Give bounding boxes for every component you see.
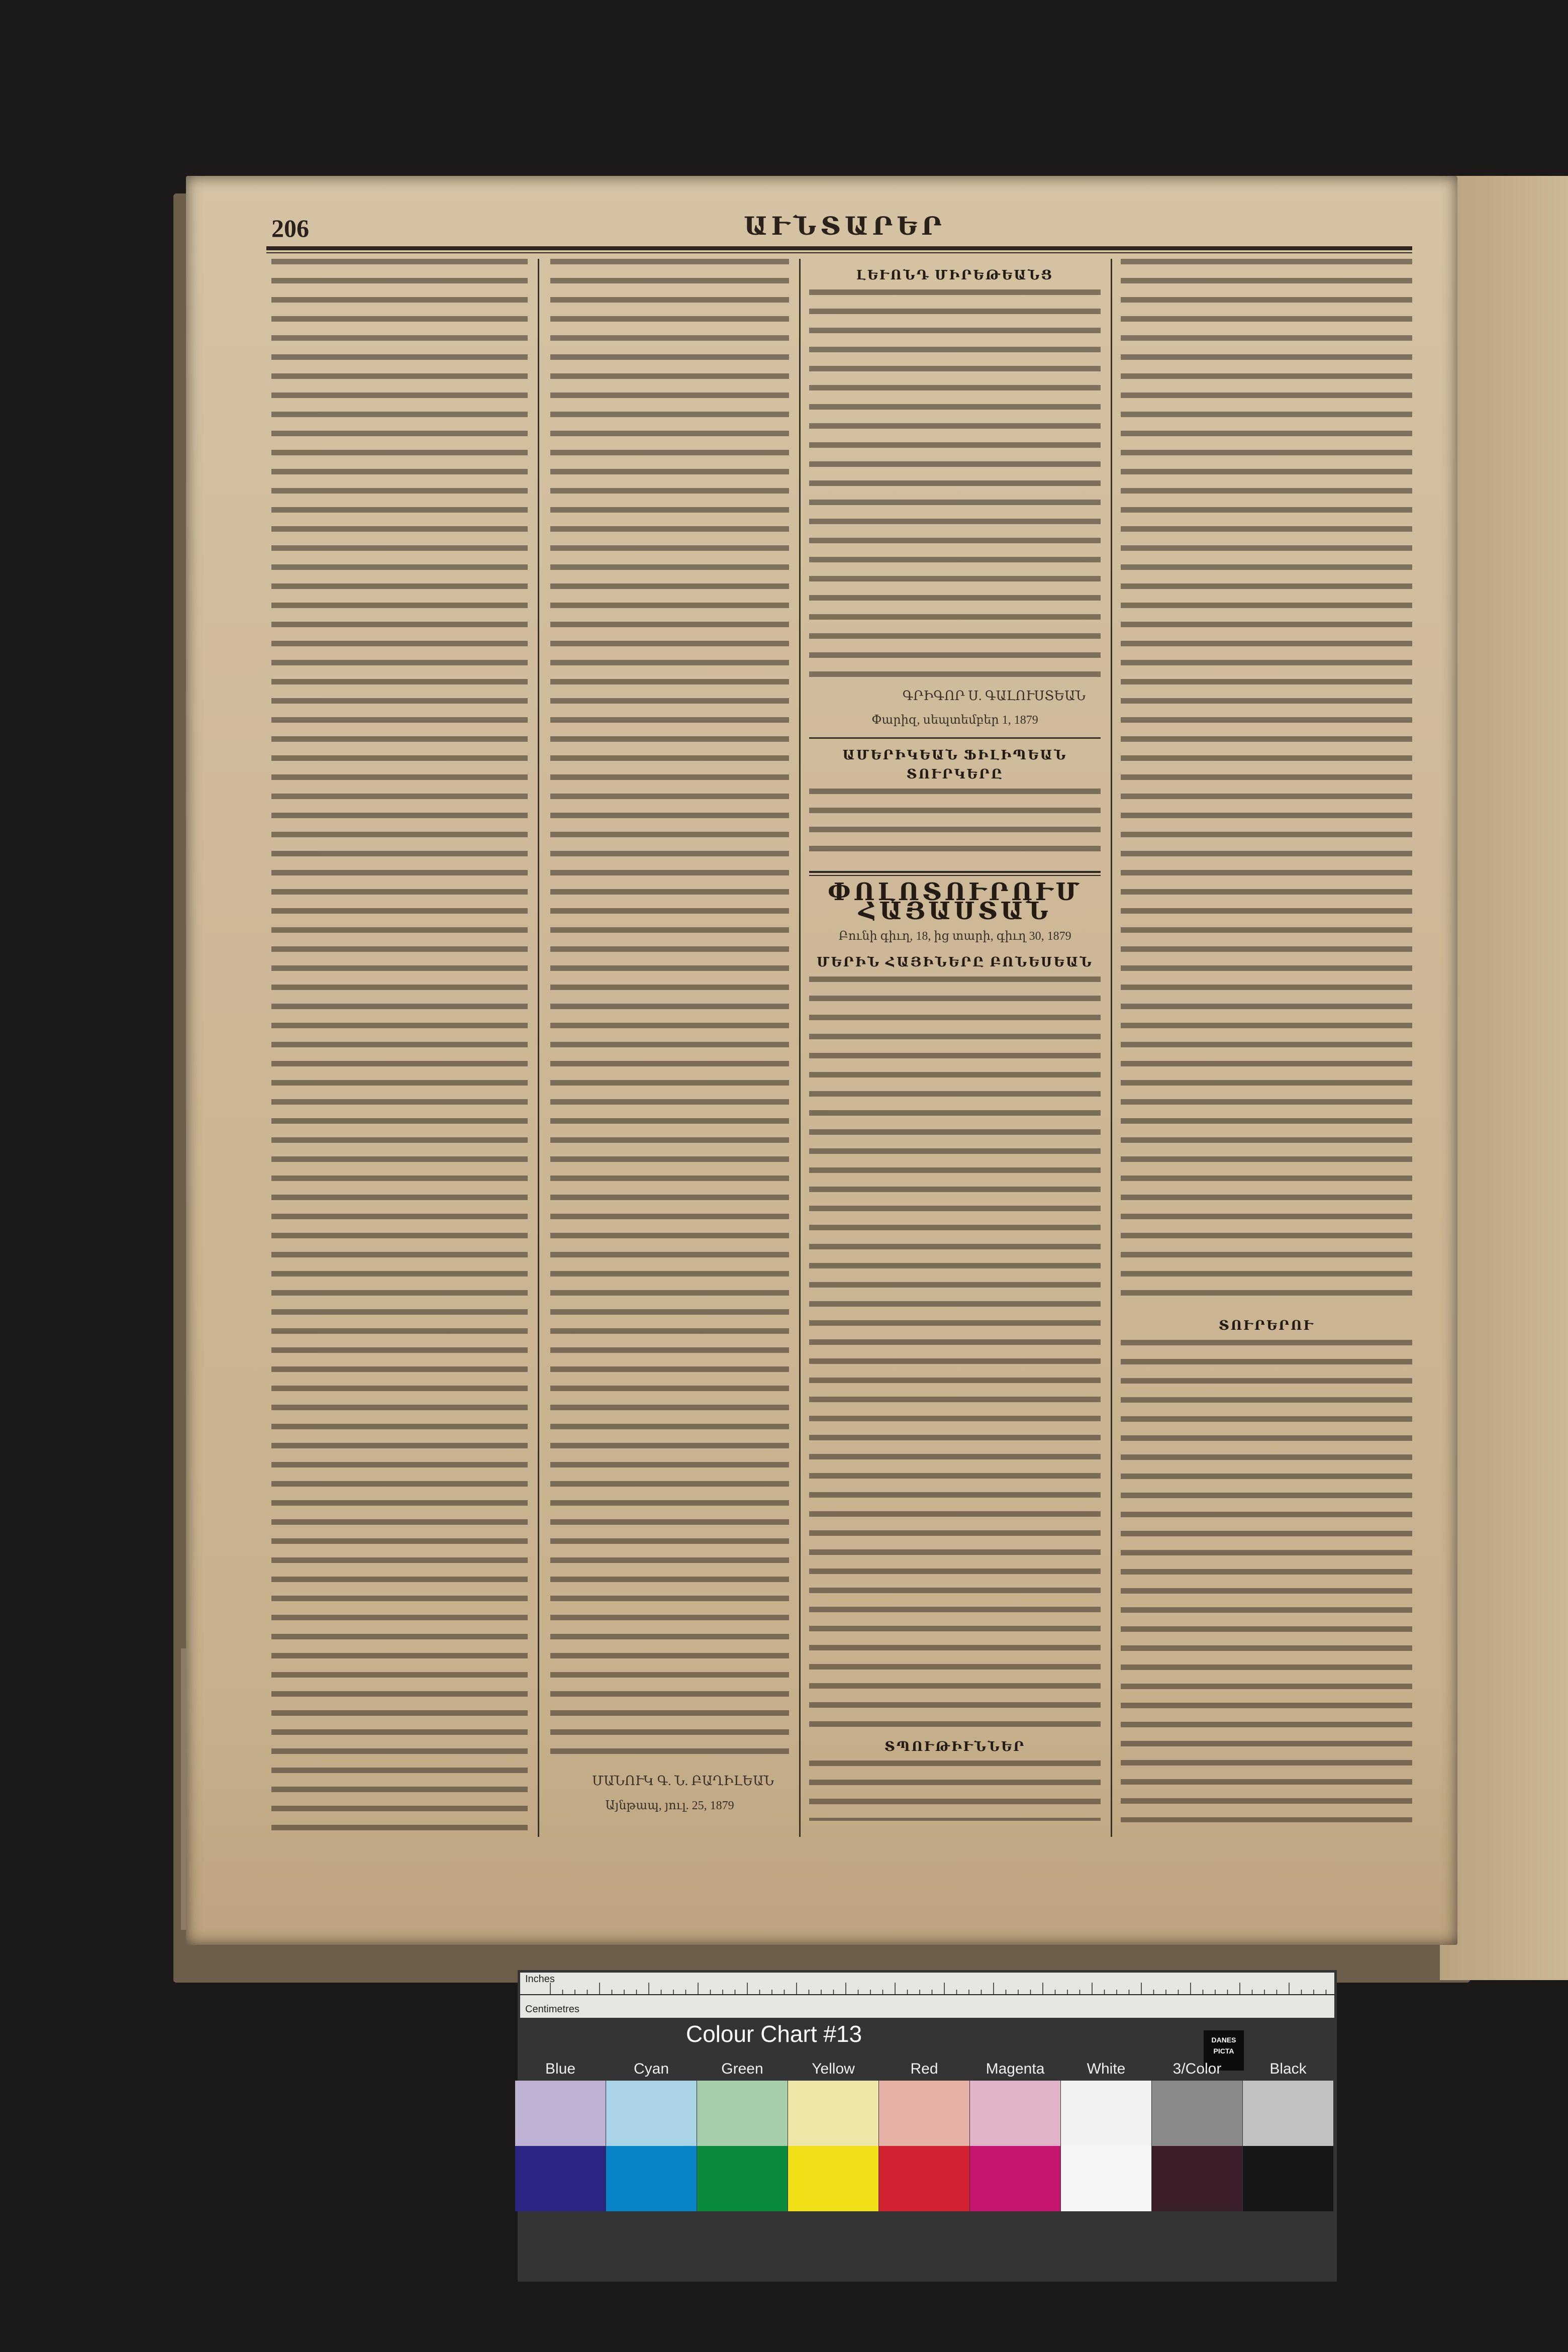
swatch-label: Magenta bbox=[986, 2061, 1045, 2077]
swatch-bottom bbox=[1061, 2146, 1151, 2211]
column-3-body-2 bbox=[809, 789, 1101, 864]
header-rule-thin bbox=[266, 252, 1412, 253]
ruler-inches-label: Inches bbox=[525, 1974, 555, 1985]
column-3-sig-date: Փարիզ, սեպտեմբեր 1, 1879 bbox=[871, 714, 1038, 727]
header-rule bbox=[266, 246, 1412, 250]
column-2-sig-date: Այնթապ, յուլ. 25, 1879 bbox=[605, 1799, 734, 1812]
swatch-label: Cyan bbox=[633, 2061, 669, 2077]
double-rule bbox=[809, 871, 1101, 876]
column-2-body bbox=[550, 259, 789, 1767]
swatch-top bbox=[697, 2081, 788, 2146]
ruler bbox=[520, 1973, 1334, 2018]
swatch-bottom bbox=[606, 2146, 697, 2211]
swatch-label: Red bbox=[910, 2061, 938, 2077]
swatch-label: Green bbox=[721, 2061, 763, 2077]
swatch-bottom bbox=[879, 2146, 969, 2211]
swatch-top bbox=[606, 2081, 697, 2146]
column-3 bbox=[809, 259, 1101, 1837]
column-4-section: ՏՈՒՐԵՐՈՒ bbox=[1218, 1318, 1315, 1333]
swatch-bottom bbox=[515, 2146, 606, 2211]
swatch-top bbox=[1152, 2081, 1242, 2146]
column-3-subheading: ԱՄԵՐԻԿԵԱՆ ՖԻԼԻՊԵԱՆ ՏՈՒՐԿԵՐԸ bbox=[842, 747, 1067, 781]
swatch-top bbox=[970, 2081, 1060, 2146]
swatch-top bbox=[515, 2081, 606, 2146]
swatch-label: Yellow bbox=[812, 2061, 855, 2077]
swatch-bottom bbox=[1243, 2146, 1333, 2211]
column-3-signature: ԳՐԻԳՈՐ Ս. ԳԱԼՈՒՍՏԵԱՆ bbox=[902, 688, 1086, 703]
column-3-heading: ԼԵՒՈՆԴ ՄԻՐԵԹԵԱՆՑ bbox=[856, 268, 1054, 282]
divider bbox=[809, 737, 1101, 739]
column-3-big-heading: ՓՈԼՈՏՈՒՐՈՒՄ ՀԱՅԱՍՏԱՆ bbox=[827, 878, 1083, 925]
column-4-body-1 bbox=[1121, 259, 1412, 1309]
column-2-signature: ՄԱՆՈՒԿ Գ. Ն. ԲԱՂԻԼԵԱՆ bbox=[592, 1774, 774, 1788]
swatch-bottom bbox=[788, 2146, 878, 2211]
column-3-body-4 bbox=[809, 1760, 1101, 1821]
column-divider bbox=[799, 259, 801, 1837]
page-number: 206 bbox=[271, 214, 309, 242]
swatch-bottom bbox=[1152, 2146, 1242, 2211]
masthead: ԱՒՆՏԱՐԵՐ bbox=[744, 212, 946, 240]
column-1-body bbox=[271, 259, 528, 1837]
column-3-body-3 bbox=[809, 976, 1101, 1730]
swatch-top bbox=[788, 2081, 878, 2146]
ruler-ticks bbox=[520, 1973, 1334, 2018]
column-3-section: ՄԵՐԻՆ ՀԱՅԻՆԵՐԸ ԲՈՆԵՍԵԱՆ bbox=[817, 955, 1093, 969]
adjacent-page bbox=[1440, 176, 1568, 1980]
swatch-label: White bbox=[1087, 2061, 1126, 2077]
column-3-footer-heading: ՏՊՈՒԹԻՒՆՆԵՐ bbox=[884, 1739, 1026, 1754]
swatch-bottom bbox=[970, 2146, 1060, 2211]
swatch-label: Black bbox=[1269, 2061, 1307, 2077]
colour-chart-title: Colour Chart #13 bbox=[685, 2021, 862, 2047]
swatch-top bbox=[1243, 2081, 1333, 2146]
danes-picta-logo: DANES PICTA bbox=[1204, 2030, 1244, 2071]
ruler-cm-label: Centimetres bbox=[525, 2004, 579, 2015]
column-divider bbox=[1111, 259, 1112, 1837]
swatch-top bbox=[1061, 2081, 1151, 2146]
swatch-top bbox=[879, 2081, 969, 2146]
swatch-label: Blue bbox=[545, 2061, 576, 2077]
column-2 bbox=[550, 259, 789, 1837]
column-4-body-2 bbox=[1121, 1340, 1412, 1822]
column-3-body-1 bbox=[809, 289, 1101, 681]
column-1 bbox=[271, 259, 528, 1837]
swatch-bottom bbox=[697, 2146, 788, 2211]
column-divider bbox=[538, 259, 539, 1837]
column-4 bbox=[1121, 259, 1412, 1837]
column-3-dateline: Բունի գիւղ, 18, ից տարի, գիւղ 30, 1879 bbox=[838, 929, 1071, 943]
swatch-label: 3/Color bbox=[1172, 2061, 1222, 2077]
